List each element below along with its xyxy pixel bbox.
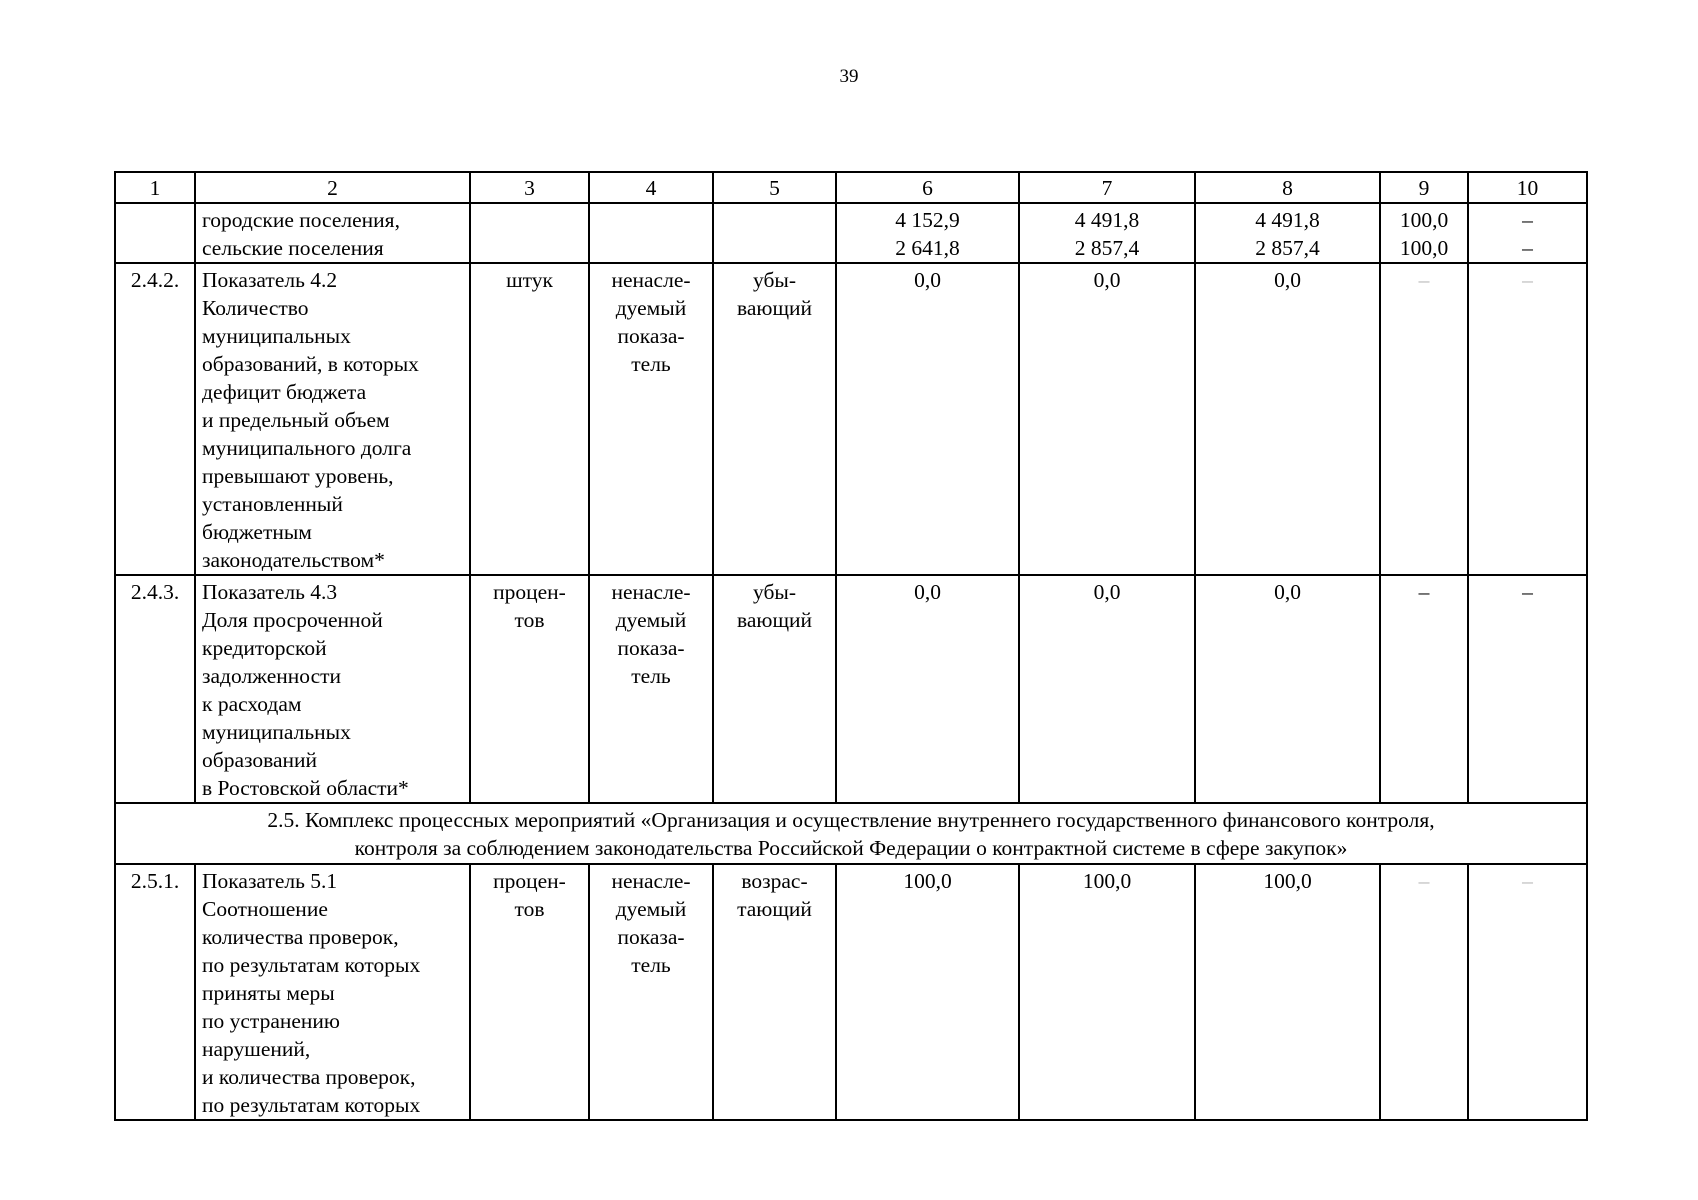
indicator-name: Показатель 4.3 Доля просроченной кредиторской задолженности к расходам муниципальных образований в Ростовской области* (195, 575, 470, 803)
unit-cell: процен- тов (470, 575, 589, 803)
value-cell: 4 152,9 2 641,8 (836, 203, 1019, 263)
value-cell: – (1380, 575, 1468, 803)
direction-cell (713, 203, 836, 263)
value-cell: 100,0 (1195, 864, 1380, 1120)
column-number: 4 (589, 172, 713, 203)
value-cell: – (1468, 864, 1587, 1120)
value-cell: 4 491,8 2 857,4 (1019, 203, 1195, 263)
section-title: 2.5. Комплекс процессных мероприятий «Организация и осуществление внутреннего государственного финансового контроля, контроля за соблюдением законодательства Российской Федерации о контрактной системе в сфере закупок» (115, 803, 1587, 864)
row-number: 2.4.2. (115, 263, 195, 575)
indicator-name: Показатель 5.1 Соотношение количества проверок, по результатам которых приняты меры по устранению нарушений, и количества проверок, по результатам которых (195, 864, 470, 1120)
value-cell: 100,0 (1019, 864, 1195, 1120)
unit-cell: процен- тов (470, 864, 589, 1120)
indicators-table (114, 171, 1588, 1121)
direction-cell: убы- вающий (713, 263, 836, 575)
direction-cell: убы- вающий (713, 575, 836, 803)
value-cell: 0,0 (1195, 575, 1380, 803)
column-number: 7 (1019, 172, 1195, 203)
table-row (115, 263, 1587, 575)
section-row (115, 803, 1587, 864)
column-numbers-row (115, 172, 1587, 203)
column-number: 8 (1195, 172, 1380, 203)
unit-cell (470, 203, 589, 263)
column-number: 9 (1380, 172, 1468, 203)
column-number: 2 (195, 172, 470, 203)
type-cell: ненасле- дуемый показа- тель (589, 864, 713, 1120)
value-cell: 0,0 (836, 263, 1019, 575)
unit-cell: штук (470, 263, 589, 575)
value-cell: – – (1468, 203, 1587, 263)
direction-cell: возрас- тающий (713, 864, 836, 1120)
value-cell: – (1468, 263, 1587, 575)
value-cell: – (1468, 575, 1587, 803)
column-number: 3 (470, 172, 589, 203)
value-cell: 4 491,8 2 857,4 (1195, 203, 1380, 263)
value-cell: 0,0 (836, 575, 1019, 803)
value-cell: – (1380, 263, 1468, 575)
table-row (115, 864, 1587, 1120)
value-cell: 100,0 (836, 864, 1019, 1120)
type-cell: ненасле- дуемый показа- тель (589, 263, 713, 575)
value-cell: 0,0 (1019, 575, 1195, 803)
row-number: 2.4.3. (115, 575, 195, 803)
value-cell: 0,0 (1195, 263, 1380, 575)
value-cell: 0,0 (1019, 263, 1195, 575)
row-number: 2.5.1. (115, 864, 195, 1120)
row-number (115, 203, 195, 263)
indicator-name: городские поселения, сельские поселения (195, 203, 470, 263)
page-number: 39 (839, 66, 859, 87)
column-number: 1 (115, 172, 195, 203)
indicator-name: Показатель 4.2 Количество муниципальных образований, в которых дефицит бюджета и предельный объем муниципального долга превышают уровень, установленный бюджетным законодательством* (195, 263, 470, 575)
value-cell: – (1380, 864, 1468, 1120)
type-cell (589, 203, 713, 263)
type-cell: ненасле- дуемый показа- тель (589, 575, 713, 803)
table-row (115, 203, 1587, 263)
column-number: 5 (713, 172, 836, 203)
column-number: 10 (1468, 172, 1587, 203)
value-cell: 100,0 100,0 (1380, 203, 1468, 263)
column-number: 6 (836, 172, 1019, 203)
table-row (115, 575, 1587, 803)
